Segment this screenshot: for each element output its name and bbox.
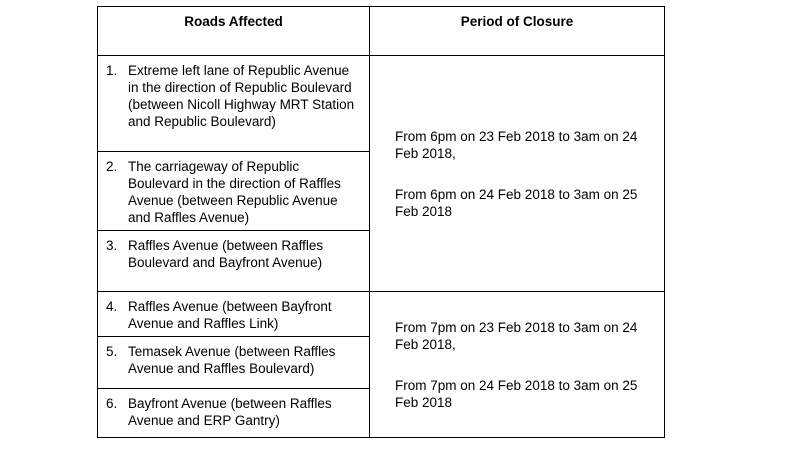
road-description: Raffles Avenue (between Bayfront Avenue and Raffles Link) (128, 299, 332, 331)
road-number: 1. (106, 63, 118, 78)
period-line: From 7pm on 24 Feb 2018 to 3am on 25 Feb 2018 (395, 377, 638, 410)
period-line: From 6pm on 24 Feb 2018 to 3am on 25 Feb 2018 (395, 186, 638, 219)
road-description: Bayfront Avenue (between Raffles Avenue and ERP Gantry) (128, 396, 332, 428)
road-number: 5. (106, 344, 118, 359)
road-number: 2. (106, 159, 118, 174)
road-cell (98, 292, 370, 337)
road-item (104, 62, 363, 130)
road-cell (98, 389, 370, 438)
road-item (104, 237, 363, 271)
header-row (98, 7, 665, 56)
road-number: 3. (106, 238, 118, 253)
road-description: Temasek Avenue (between Raffles Avenue and Raffles Boulevard) (128, 344, 336, 376)
road-item (104, 298, 363, 332)
header-roads-affected: Roads Affected (98, 7, 370, 56)
road-cell (98, 152, 370, 231)
period-cell (370, 292, 665, 438)
road-description: Extreme left lane of Republic Avenue in the direction of Republic Boulevard (between Nicoll Highway MRT Station and Republic Boulevard) (128, 63, 355, 129)
period-cell (370, 56, 665, 292)
road-item (104, 343, 363, 377)
road-closure-table (97, 6, 665, 438)
period-line: From 7pm on 23 Feb 2018 to 3am on 24 Feb 2018, (395, 319, 638, 352)
road-cell (98, 337, 370, 389)
road-item (104, 158, 363, 226)
period-line: From 6pm on 23 Feb 2018 to 3am on 24 Feb 2018, (395, 128, 638, 161)
table-row (98, 56, 665, 152)
header-period-of-closure: Period of Closure (370, 7, 665, 56)
road-cell (98, 56, 370, 152)
road-description: Raffles Avenue (between Raffles Boulevard and Bayfront Avenue) (128, 238, 324, 270)
road-number: 4. (106, 299, 118, 314)
road-number: 6. (106, 396, 118, 411)
road-item (104, 395, 363, 429)
table-row (98, 292, 665, 337)
road-description: The carriageway of Republic Boulevard in the direction of Raffles Avenue (between Republic Avenue and Raffles Avenue) (128, 159, 341, 225)
road-cell (98, 231, 370, 292)
